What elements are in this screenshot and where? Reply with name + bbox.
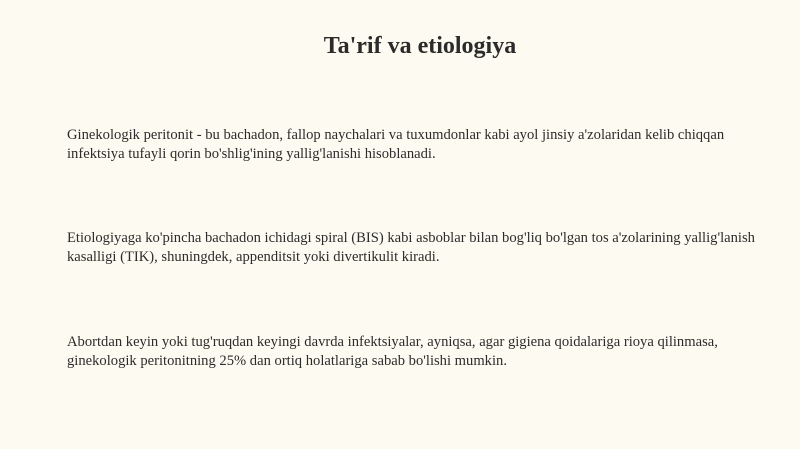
slide-title: Ta'rif va etiologiya (323, 33, 517, 59)
paragraph-etiology: Etiologiyaga ko'pincha bachadon ichidagi spiral (BIS) kabi asboblar bilan bog'liq bo'lgan tos a'zolarining yallig'lanish kasalligi (TIK), shuningdek, appenditsit yoki divertikulit kiradi. (67, 230, 755, 265)
paragraph-postpartum: Abortdan keyin yoki tug'ruqdan keyingi davrda infektsiyalar, ayniqsa, agar gigiena qoidalariga rioya qilinmasa, ginekologik peritonitning 25% dan ortiq holatlariga sabab bo'lishi mumkin. (67, 334, 718, 369)
paragraph-definition: Ginekologik peritonit - bu bachadon, fallop naychalari va tuxumdonlar kabi ayol jinsiy a'zolaridan kelib chiqqan infektsiya tufayli qorin bo'shlig'ining yallig'lanishi hisoblanadi. (67, 127, 725, 162)
